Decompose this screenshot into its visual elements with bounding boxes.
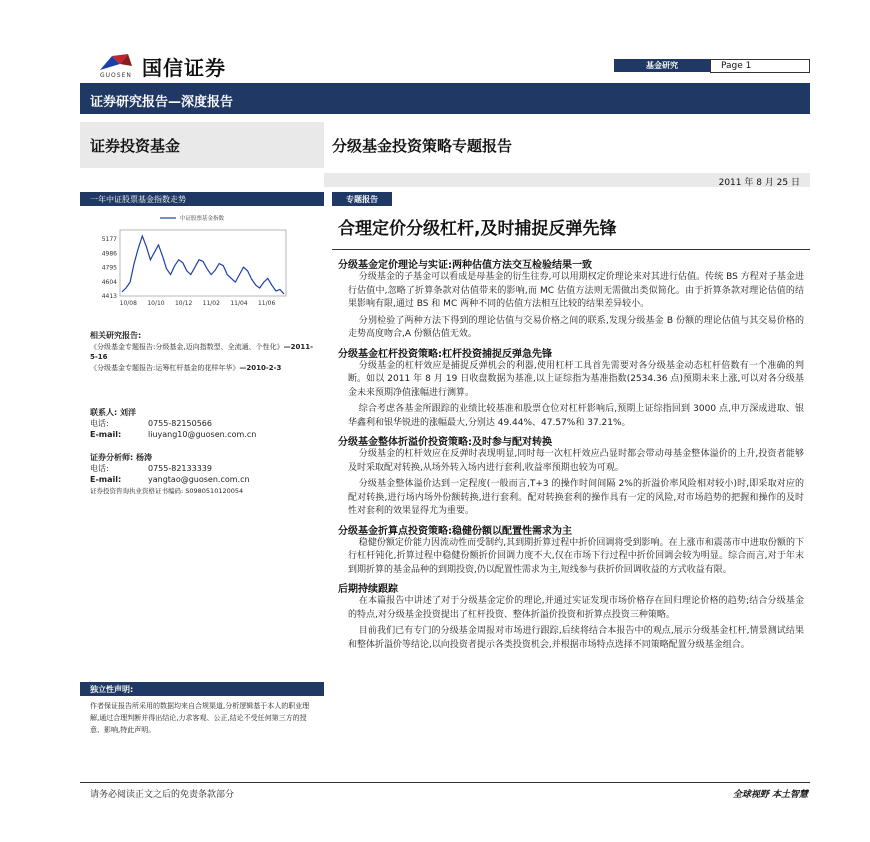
title-row-left xyxy=(80,122,324,168)
section-2 xyxy=(338,345,804,431)
chart-legend-label: 中证股票基金指数 xyxy=(180,216,225,222)
headline: 合理定价分级杠杆,及时捕捉反弹先锋 xyxy=(338,219,617,239)
fund-index-chart xyxy=(90,208,290,318)
date-bar xyxy=(324,173,810,187)
logo-en: GUOSEN xyxy=(100,72,132,79)
section-4-para-1: 稳健份额定价能力因流动性而受制约,其到期折算过程中折价回调将受到影响。在上涨市和震荡市中进取份额的下行杠杆钝化,折算过程中稳健份额折价回调力度不大,仅在市场下行过程中折价回调会较为明显。综合而言,对于年末到期折算的基金品种的到期投资,仍以配置性需求为主,短线参与获折价回调收益的方式收益有限。 xyxy=(348,537,804,575)
related-item-2 xyxy=(90,363,320,373)
y-tick-label-4: 5177 xyxy=(101,236,117,244)
section-3-para-1: 分级基金的杠杆效应在反弹时表现明显,同时每一次杠杆效应凸显时都会带动母基金整体溢价的上升,投资者能够及时采取配对转换,从场外转入场内进行套利,收益率预期也较为可观。 xyxy=(348,449,804,473)
related-title: 相关研究报告: xyxy=(90,331,142,340)
contact-phone-label: 电话: xyxy=(90,419,109,428)
contact-email-label: E-mail: xyxy=(90,430,122,439)
footer-right: 全球视野 本土智慧 xyxy=(732,790,808,800)
related-item-1 xyxy=(90,342,320,362)
contact-block xyxy=(90,407,320,440)
related-item-2-date: —2010-2-3 xyxy=(239,364,282,372)
section-5-para-1: 在本篇报告中讲述了对于分级基金定价的理论,并通过实证发现市场价格存在回归理论价格的趋势;结合分级基金的特点,对分级基金投资提出了杠杆投资、整体折溢价投资和折算点投资三种策略。 xyxy=(348,596,804,620)
contact-phone-row xyxy=(90,418,320,429)
section-3 xyxy=(338,433,804,519)
contact-email[interactable]: liuyang10@guosen.com.cn xyxy=(148,430,257,439)
analyst-phone-row xyxy=(90,463,320,474)
contact-name: 联系人: 刘洋 xyxy=(90,408,136,417)
headline-rule xyxy=(332,249,810,250)
analyst-phone-label: 电话: xyxy=(90,464,109,473)
section-2-heading: 分级基金杠杆投资策略:杠杆投资捕捉反弹急先锋 xyxy=(338,348,552,360)
series-line-fund-index xyxy=(122,236,284,294)
analyst-phone: 0755-82133339 xyxy=(148,464,212,473)
related-item-2-text: 《分级基金专题报告:运筹杠杆基金的花样年华》 xyxy=(90,364,240,372)
x-tick-label-1: 10/10 xyxy=(147,300,165,307)
title-row-right xyxy=(324,122,810,168)
x-tick-label-2: 10/12 xyxy=(174,300,193,307)
logo-text: 国信证券 xyxy=(142,56,226,80)
page-text: Page 1 xyxy=(721,61,752,71)
footer-rule xyxy=(80,782,810,783)
x-tick-label-4: 11/04 xyxy=(230,300,248,307)
contact-phone: 0755-82150566 xyxy=(148,419,212,428)
section-2-para-2: 综合考虑各基金所跟踪的业绩比较基准和股票仓位对杠杆影响后,预期上证综指回到 3000 点,申万深成进取、银华鑫利和银华锐进的涨幅最大,分别达 49.44%、47.57%和 37.21%。 xyxy=(348,404,804,428)
fund-category-title: 证券投资基金 xyxy=(90,137,181,155)
section-5-para-2: 目前我们已有专门的分级基金周报对市场进行跟踪,后续将结合本报告中的观点,展示分级基金杠杆,情景测试结果和整体折溢价等结论,以向投资者提示各类投资机会,并根据市场特点选择不同策略配置分级基金组合。 xyxy=(348,626,804,650)
report-type-text: 证券研究报告—深度报告 xyxy=(90,95,234,110)
page-indicator xyxy=(710,59,810,73)
related-item-1-date: —2011-5-16 xyxy=(90,343,313,361)
analyst-email-label: E-mail: xyxy=(90,475,122,484)
section-4-heading: 分级基金折算点投资策略:稳健份额以配置性需求为主 xyxy=(338,525,572,537)
section-4 xyxy=(338,522,804,578)
main-body xyxy=(338,256,804,655)
report-tag xyxy=(332,192,392,206)
y-tick-label-2: 4795 xyxy=(101,264,117,272)
y-tick-label-3: 4986 xyxy=(101,250,117,258)
related-research xyxy=(90,330,320,373)
section-5 xyxy=(338,580,804,652)
y-tick-label-0: 4413 xyxy=(101,293,117,300)
analyst-email-row xyxy=(90,474,320,485)
section-3-para-2: 分级基金整体溢价达到一定程度(一般而言,T+3 的操作时间间隔 2%的折溢价率风险相对较小)时,即采取对应的配对转换,进行场内场外份额转换,进行套利。配对转换套利的操作具有一定的风险,对市场趋势的把握和操作的及时性对套利的效果显得尤为重要。 xyxy=(348,479,804,516)
section-1-para-2: 分别检验了两种方法下得到的理论估值与交易价格之间的联系,发现分级基金 B 份额的理论估值与其交易价格的走势高度吻合,A 份额估值无效。 xyxy=(348,315,804,339)
section-5-heading: 后期持续跟踪 xyxy=(338,584,398,595)
footer-left: 请务必阅读正文之后的免责条款部分 xyxy=(90,790,235,800)
logo xyxy=(98,52,268,80)
related-item-1-text: 《分级基金专题报告:分级基金,迈向指数型、全流通、个性化》 xyxy=(90,343,284,351)
category-text: 基金研究 xyxy=(646,61,678,70)
header-tabs xyxy=(614,59,810,72)
independence-text: 作者保证报告所采用的数据均来自合规渠道,分析逻辑基于本人的职业理解,通过合理判断并得出结论,力求客观、公正,结论不受任何第三方的授意、影响,特此声明。 xyxy=(90,702,310,734)
section-3-heading: 分级基金整体折溢价投资策略:及时参与配对转换 xyxy=(338,437,552,448)
section-1 xyxy=(338,256,804,342)
x-tick-label-3: 11/02 xyxy=(202,300,220,307)
report-type-band xyxy=(80,83,810,114)
analyst-email[interactable]: yangtao@guosen.com.cn xyxy=(148,475,250,484)
independence-title: 独立性声明: xyxy=(90,685,134,694)
section-2-para-1: 分级基金的杠杆效应是捕捉反弹机会的利器,使用杠杆工具首先需要对各分级基金动态杠杆倍数有一个准确的判断。如以 2011 年 8 月 19 日收盘数据为基准,以上证综指为基准指数(2534.36 点)预期未来上涨,可以对各分级基金未来预期净值涨幅进行测算。 xyxy=(348,360,804,398)
report-date: 2011 年 8 月 25 日 xyxy=(718,178,800,188)
chart-title: 一年中证股票基金指数走势 xyxy=(90,195,186,204)
x-tick-label-0: 10/08 xyxy=(119,300,137,307)
x-tick-label-5: 11/06 xyxy=(257,300,276,307)
contact-email-row xyxy=(90,429,320,440)
section-1-para-1: 分级基金的子基金可以看成是母基金的衍生往券,可以用期权定价理论来对其进行估值。传统 BS 方程对子基金进行估值中,忽略了折算条款对估值带来的影响,而 MC 估值方法则无需做出类似简化。由于折算条款对理论估值的结果影响有限,通过 BS 和 MC 两种不同的估值方法相互比较的结果差异较小。 xyxy=(348,272,804,309)
report-tag-text: 专题报告 xyxy=(346,194,378,204)
y-tick-label-1: 4604 xyxy=(101,278,117,286)
section-1-heading: 分级基金定价理论与实证:两种估值方法交互检验结果一致 xyxy=(338,260,592,271)
category-label xyxy=(614,59,710,72)
chart-title-bar xyxy=(80,192,324,206)
analyst-block xyxy=(90,452,320,496)
report-title: 分级基金投资策略专题报告 xyxy=(332,137,513,155)
license-number: 证券投资咨询执业资格证书编码: S0980510120054 xyxy=(90,487,244,495)
analyst-name: 证券分析师: 杨涛 xyxy=(90,453,152,462)
independence-title-bar xyxy=(80,682,324,696)
